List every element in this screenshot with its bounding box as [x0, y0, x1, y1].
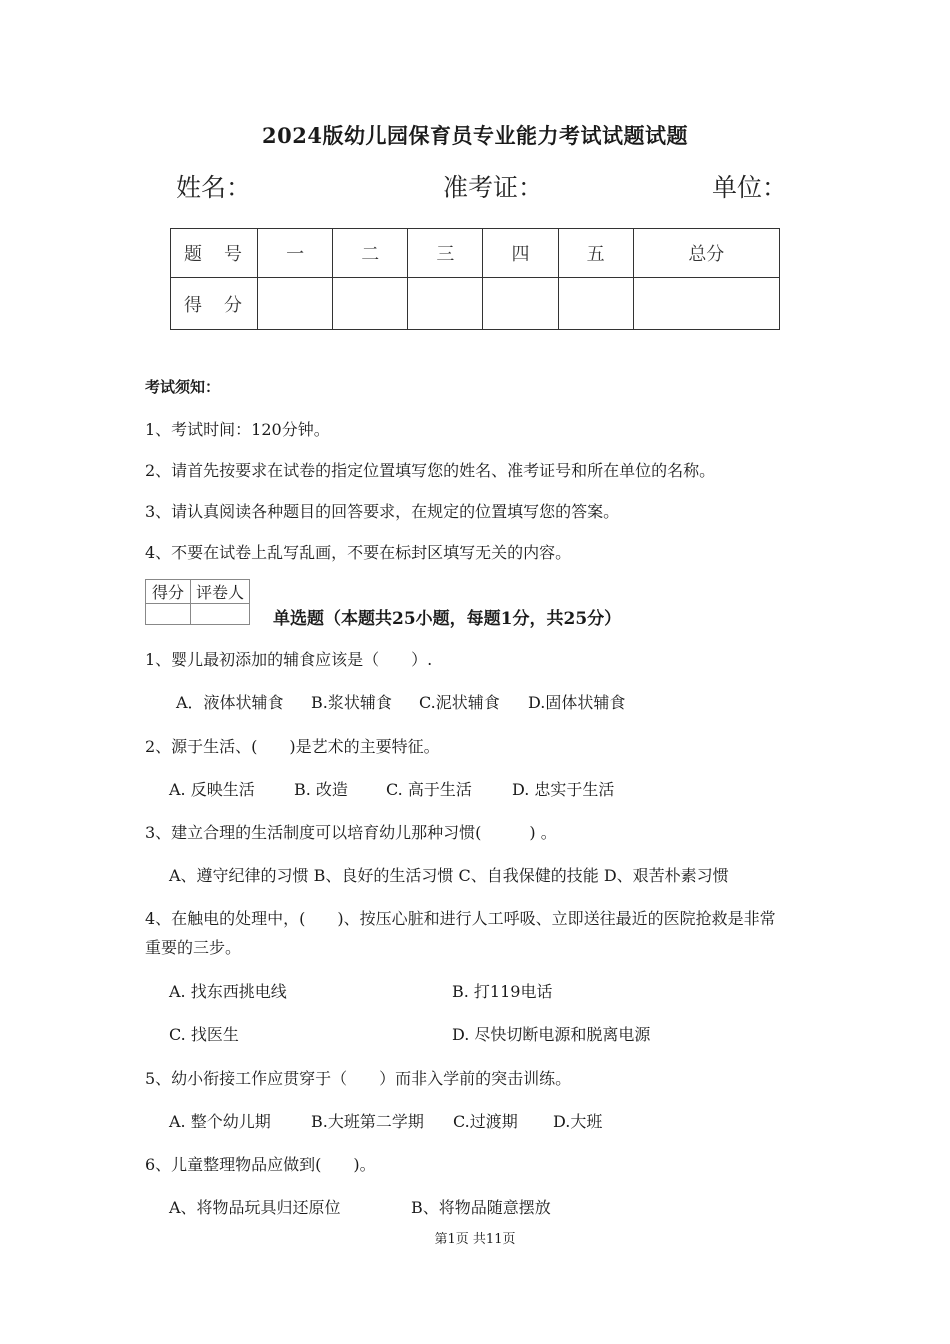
question-option: C. 找医生 [169, 1025, 239, 1044]
note-item: 4、不要在试卷上乱写乱画，不要在标封区填写无关的内容。 [145, 543, 572, 562]
score-table-col-total: 总分 [633, 229, 779, 278]
grader-name-label: 评卷人 [191, 580, 250, 604]
question-option: D.固体状辅食 [528, 693, 626, 712]
score-cell-4 [483, 278, 558, 330]
score-cell-1 [258, 278, 333, 330]
score-table-col-5: 五 [558, 229, 633, 278]
score-table-col-3: 三 [408, 229, 483, 278]
unit-field-label: 单位： [712, 173, 788, 202]
question-option: B. 打119电话 [452, 982, 553, 1001]
grader-name-cell [191, 604, 250, 625]
question-option: A. 找东西挑电线 [169, 982, 287, 1001]
note-item: 3、请认真阅读各种题目的回答要求，在规定的位置填写您的答案。 [145, 502, 620, 521]
question-option: B. 改造 [294, 780, 348, 799]
question-option: C. 高于生活 [386, 780, 472, 799]
question-option: C.泥状辅食 [419, 693, 500, 712]
question-option: B.浆状辅食 [311, 693, 392, 712]
grader-score-label: 得分 [146, 580, 191, 604]
grader-score-cell [146, 604, 191, 625]
score-table-col-4: 四 [483, 229, 558, 278]
question-option: B、将物品随意摆放 [411, 1198, 551, 1217]
question-option: D.大班 [553, 1112, 603, 1131]
page-footer: 第1页 共11页 [434, 1232, 516, 1247]
question-stem: 5、幼小衔接工作应贯穿于（ ）而非入学前的突击训练。 [145, 1069, 572, 1088]
section-title: 单选题（本题共25小题，每题1分，共25分） [273, 609, 622, 629]
question-stem: 2、源于生活、( )是艺术的主要特征。 [145, 737, 440, 756]
question-option: C.过渡期 [453, 1112, 518, 1131]
score-table-col-2: 二 [333, 229, 408, 278]
score-cell-5 [558, 278, 633, 330]
score-table-header-row [171, 229, 780, 278]
question-stem: 1、婴儿最初添加的辅食应该是（ ）. [145, 650, 433, 669]
notes-heading: 考试须知： [145, 378, 221, 396]
grader-box [145, 579, 250, 625]
question-option: A、将物品玩具归还原位 [169, 1198, 341, 1217]
exam-id-field-label: 准考证： [443, 173, 544, 202]
question-option: A、遵守纪律的习惯 B、良好的生活习惯 C、自我保健的技能 D、艰苦朴素习惯 [169, 866, 729, 885]
note-item: 1、考试时间：120分钟。 [145, 420, 330, 439]
score-table-header-label: 题 号 [171, 229, 258, 278]
question-option: D. 忠实于生活 [512, 780, 615, 799]
question-option: A. 整个幼儿期 [169, 1112, 271, 1131]
question-option: A. 反映生活 [169, 780, 255, 799]
score-table-col-1: 一 [258, 229, 333, 278]
score-cell-total [633, 278, 779, 330]
page-title: 2024版幼儿园保育员专业能力考试试题试题 [262, 123, 688, 148]
score-cell-2 [333, 278, 408, 330]
question-stem: 6、儿童整理物品应做到( )。 [145, 1155, 376, 1174]
note-item: 2、请首先按要求在试卷的指定位置填写您的姓名、准考证号和所在单位的名称。 [145, 461, 716, 480]
question-stem: 4、在触电的处理中，( )、按压心脏和进行人工呼吸、立即送往最近的医院抢救是非常 [145, 909, 776, 928]
question-stem-continued: 重要的三步。 [145, 938, 242, 957]
question-option: D. 尽快切断电源和脱离电源 [452, 1025, 651, 1044]
score-cell-3 [408, 278, 483, 330]
score-table-score-label: 得 分 [171, 278, 258, 330]
question-option: A．液体状辅食 [176, 693, 284, 712]
question-stem: 3、建立合理的生活制度可以培育幼儿那种习惯( ) 。 [145, 823, 557, 842]
question-option: B.大班第二学期 [311, 1112, 424, 1131]
name-field-label: 姓名： [176, 173, 252, 202]
score-table-score-row [171, 278, 780, 330]
score-table [170, 228, 780, 330]
